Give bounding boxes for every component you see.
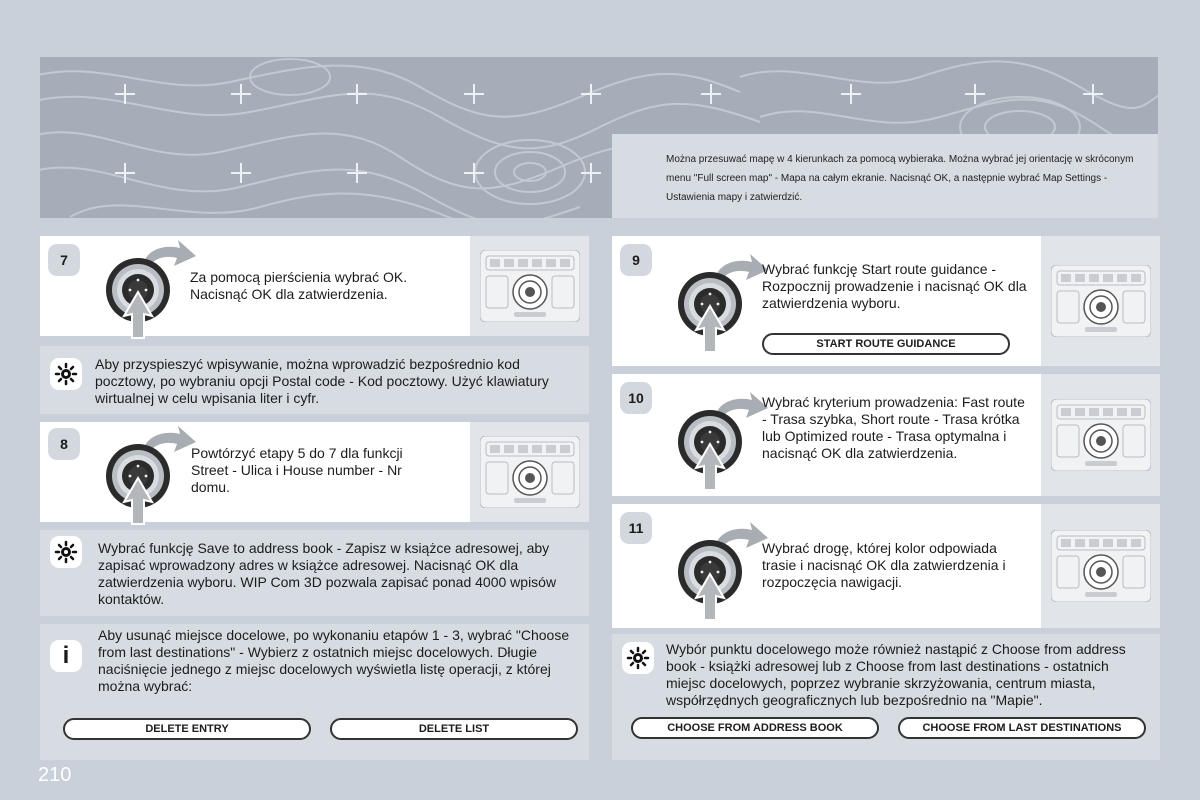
- step-number-badge: 8: [48, 428, 80, 460]
- radio-unit-icon: [1051, 265, 1151, 337]
- rotary-knob-icon: [676, 248, 776, 356]
- step-8-text: Powtórzyć etapy 5 do 7 dla funkcji Street - Ulica i House number - Nr domu.: [191, 445, 403, 495]
- step-10-text: Wybrać kryterium prowadzenia: Fast route - Trasa szybka, Short route - Trasa krótka lub Optimized route - Trasa optymalna i nacisnąć OK dla zatwierdzenia.: [762, 394, 1025, 461]
- step-9-text: Wybrać funkcję Start route guidance - Rozpocznij prowadzenie i nacisnąć OK dla zatwierdzenia wyboru.: [762, 261, 1027, 311]
- rotary-knob-icon: [104, 234, 204, 342]
- choose-from-address-book-button[interactable]: CHOOSE FROM ADDRESS BOOK: [631, 717, 879, 739]
- tip-save-address-book: [40, 530, 589, 616]
- step-7-card: [40, 236, 589, 336]
- radio-unit-photo: [470, 422, 589, 522]
- radio-unit-photo: [1041, 236, 1160, 366]
- tip-save-text: Wybrać funkcję Save to address book - Zapisz w książce adresowej, aby zapisać wprowadzony adres w książce adresowej. Nacisnąć OK dla zatwierdzenia wyboru. WIP Com 3D pozwala zapisać ponad 4000 wpisów kontaktów.: [98, 540, 557, 607]
- step-11-text: Wybrać drogę, której kolor odpowiada trasie i nacisnąć OK dla zatwierdzenia i rozpoczęcia nawigacji.: [762, 540, 1006, 590]
- rotary-knob-icon: [104, 420, 204, 528]
- radio-unit-photo: [1041, 504, 1160, 628]
- step-10-card: [612, 374, 1160, 496]
- step-number-badge: 11: [620, 512, 652, 544]
- tip-gear-icon: [50, 358, 82, 390]
- step-number-badge: 7: [48, 244, 80, 276]
- step-9-card: [612, 236, 1160, 366]
- step-number-badge: 9: [620, 244, 652, 276]
- radio-unit-icon: [480, 250, 580, 322]
- step-11-card: [612, 504, 1160, 628]
- step-number-badge: 10: [620, 382, 652, 414]
- delete-entry-button[interactable]: DELETE ENTRY: [63, 718, 311, 740]
- delete-list-button[interactable]: DELETE LIST: [330, 718, 578, 740]
- radio-unit-icon: [480, 436, 580, 508]
- map-instructions-note: Można przesuwać mapę w 4 kierunkach za pomocą wybieraka. Można wybrać jej orientację w skróconym menu "Full screen map" - Mapa na całym ekranie. Nacisnąć OK, a następnie wybrać Map Settings - Ustawienia mapy i zatwierdzić.: [612, 134, 1158, 218]
- radio-unit-icon: [1051, 399, 1151, 471]
- tip-gear-icon: [50, 536, 82, 568]
- radio-unit-photo: [470, 236, 589, 336]
- tip-postal-text: Aby przyspieszyć wpisywanie, można wprowadzić bezpośrednio kod pocztowy, po wybraniu opcji Postal code - Kod pocztowy. Użyć klawiatury wirtualnej w celu wpisania liter i cyfr.: [95, 356, 549, 406]
- tip-postal-code: [40, 346, 589, 414]
- rotary-knob-icon: [676, 386, 776, 494]
- info-delete-destinations: [40, 624, 589, 760]
- step-7-text: Za pomocą pierścienia wybrać OK. Nacisnąć OK dla zatwierdzenia.: [190, 269, 408, 302]
- rotary-knob-icon: [676, 516, 776, 624]
- radio-unit-icon: [1051, 530, 1151, 602]
- info-icon: i: [50, 640, 82, 672]
- step-8-card: [40, 422, 589, 522]
- choose-from-last-destinations-button[interactable]: CHOOSE FROM LAST DESTINATIONS: [898, 717, 1146, 739]
- tip-choose-text: Wybór punktu docelowego może również nastąpić z Choose from address book - książki adresowej lub z Choose from last destinations - ostatnich miejsc docelowych, poprzez wybranie skrzyżowania, centrum miasta, współrzędnych geograficznych lub bezpośrednio na "Mapie".: [666, 641, 1126, 708]
- radio-unit-photo: [1041, 374, 1160, 496]
- start-route-guidance-button[interactable]: START ROUTE GUIDANCE: [762, 333, 1010, 355]
- info-delete-text: Aby usunąć miejsce docelowe, po wykonaniu etapów 1 - 3, wybrać "Choose from last destinations" - Wybierz z ostatnich miejsc docelowych. Długie naciśnięcie jednego z miejsc docelowych wyświetla listę operacji, z której można wybrać:: [98, 627, 570, 694]
- page-number: 210: [38, 764, 72, 786]
- tip-gear-icon: [622, 642, 654, 674]
- tip-choose-destination: [612, 634, 1160, 760]
